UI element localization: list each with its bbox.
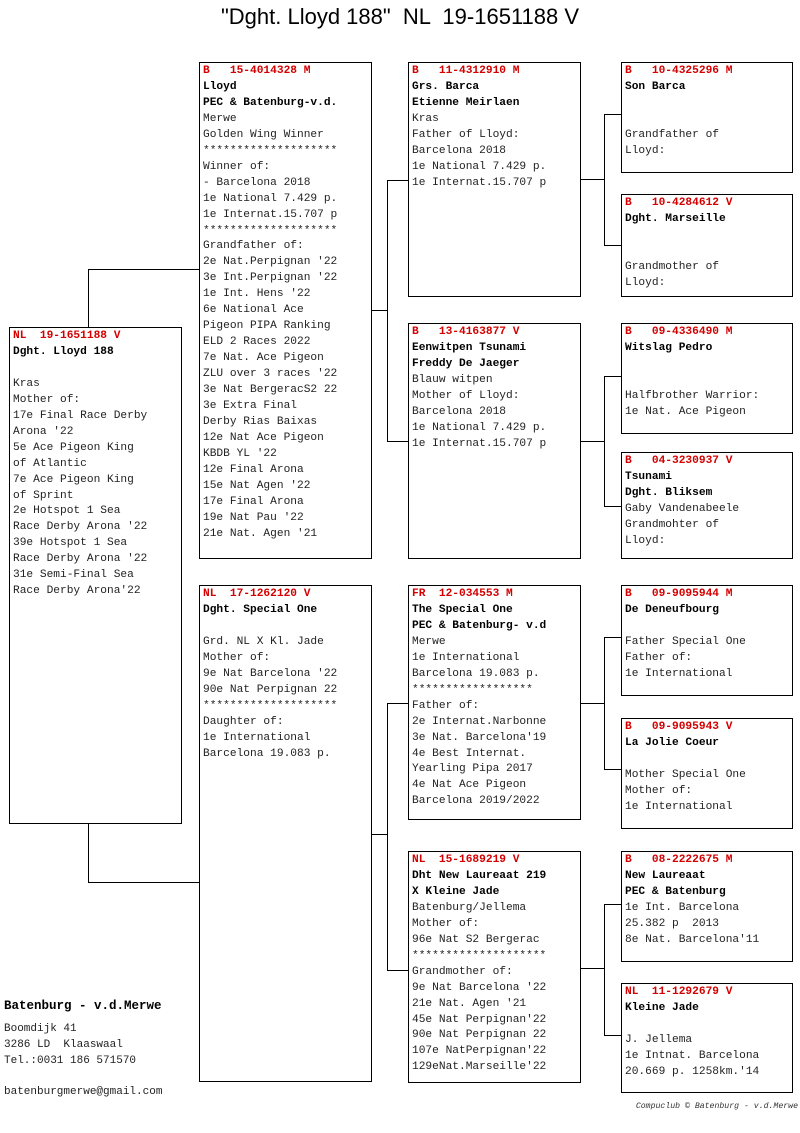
- info-line: Father of Lloyd:: [412, 128, 520, 141]
- info-line: 15e Nat Agen '22: [203, 479, 311, 492]
- info-line: of Atlantic: [13, 457, 87, 470]
- pigeon-name-line: Eenwitpen Tsunami: [412, 341, 527, 354]
- info-line: ********************: [203, 699, 338, 712]
- blank-line: [625, 96, 789, 112]
- connector-line: [604, 114, 621, 115]
- info-line: ********************: [203, 144, 338, 157]
- blank-line: [625, 228, 789, 244]
- info-line: Batenburg/Jellema: [412, 901, 527, 914]
- page-title: "Dght. Lloyd 188" NL 19-1651188 V: [220, 4, 580, 29]
- info-line: Grandmother of:: [412, 965, 513, 978]
- info-line: Golden Wing Winner: [203, 128, 324, 141]
- connector-line: [604, 904, 621, 905]
- info-line: Grd. NL X Kl. Jade: [203, 635, 324, 648]
- info-line: KBDB YL '22: [203, 447, 277, 460]
- info-line: 1e Int. Hens '22: [203, 288, 311, 301]
- ring-number: NL 17-1262120 V: [203, 588, 311, 600]
- info-line: 1e Internat.15.707 p: [412, 176, 547, 189]
- connector-line: [88, 269, 89, 327]
- info-line: 17e Final Race Derby: [13, 409, 148, 422]
- info-line: Grandmother of: [625, 260, 719, 273]
- connector-line: [580, 703, 604, 704]
- info-line: 4e Nat Ace Pigeon: [412, 779, 527, 792]
- dam-card[interactable]: [199, 585, 372, 1082]
- info-line: 1e National 7.429 p.: [203, 192, 338, 205]
- ring-number: NL 11-1292679 V: [625, 986, 733, 998]
- info-line: 1e International: [203, 731, 311, 744]
- info-line: 39e Hotspot 1 Sea: [13, 537, 128, 550]
- info-line: of Sprint: [13, 489, 74, 502]
- blank-line: [625, 1017, 789, 1033]
- dam-sire-card[interactable]: [408, 585, 581, 820]
- ssd-card[interactable]: [621, 194, 793, 297]
- info-line: 1e Internat.15.707 p: [203, 208, 338, 221]
- info-line: Father of:: [625, 651, 693, 664]
- pigeon-name-line: Witslag Pedro: [625, 341, 713, 354]
- info-line: 1e Intnat. Barcelona: [625, 1049, 760, 1062]
- info-line: 90e Nat Perpignan 22: [203, 683, 338, 696]
- info-line: 129eNat.Marseille'22: [412, 1061, 547, 1074]
- info-line: 12e Final Arona: [203, 463, 304, 476]
- info-line: Mother of Lloyd:: [412, 389, 520, 402]
- pigeon-name-line: Kleine Jade: [625, 1001, 699, 1014]
- info-line: ******************: [412, 683, 533, 696]
- info-line: 3e Int.Perpignan '22: [203, 272, 338, 285]
- connector-line: [580, 441, 604, 442]
- subject-card[interactable]: [9, 327, 182, 824]
- info-line: Father of:: [412, 699, 480, 712]
- info-line: 5e Ace Pigeon King: [13, 441, 134, 454]
- info-line: Yearling Pipa 2017: [412, 763, 533, 776]
- info-line: Daughter of:: [203, 715, 284, 728]
- ring-number: B 10-4284612 V: [625, 197, 733, 209]
- info-line: 12e Nat Ace Pigeon: [203, 431, 324, 444]
- info-line: Merwe: [203, 112, 237, 125]
- dss-card[interactable]: [621, 585, 793, 696]
- info-line: 1e Internat.15.707 p: [412, 437, 547, 450]
- info-line: 4e Best Internat.: [412, 747, 527, 760]
- blank-line: [625, 357, 789, 373]
- pigeon-name-line: De Deneufbourg: [625, 603, 719, 616]
- info-line: J. Jellema: [625, 1033, 693, 1046]
- info-line: Mother Special One: [625, 768, 746, 781]
- pigeon-name-line: Dht New Laureaat 219: [412, 869, 547, 882]
- info-line: Grandfather of:: [203, 240, 304, 253]
- info-line: ********************: [203, 224, 338, 237]
- pigeon-name-line: Etienne Meirlaen: [412, 96, 520, 109]
- connector-line: [580, 968, 604, 969]
- info-line: 90e Nat Perpignan 22: [412, 1029, 547, 1042]
- info-line: Father Special One: [625, 635, 746, 648]
- info-line: Barcelona 19.083 p.: [203, 747, 331, 760]
- blank-line: [625, 752, 789, 768]
- info-line: 45e Nat Perpignan'22: [412, 1013, 547, 1026]
- info-line: 1e International: [412, 651, 520, 664]
- connector-line: [88, 882, 199, 883]
- sire-dam-card[interactable]: [408, 323, 581, 559]
- info-line: 96e Nat S2 Bergerac: [412, 933, 540, 946]
- info-line: 9e Nat Barcelona '22: [203, 667, 338, 680]
- info-line: Grandmohter of: [625, 518, 719, 531]
- pigeon-name-line: Grs. Barca: [412, 80, 480, 93]
- connector-line: [604, 376, 621, 377]
- info-line: 17e Final Arona: [203, 495, 304, 508]
- connector-line: [604, 769, 621, 770]
- pigeon-name-line: PEC & Batenburg: [625, 885, 726, 898]
- pigeon-name-line: Dght. Bliksem: [625, 486, 713, 499]
- pigeon-name-line: Son Barca: [625, 80, 686, 93]
- pigeon-name-line: Freddy De Jaeger: [412, 357, 520, 370]
- ring-number: B 15-4014328 M: [203, 65, 311, 77]
- ring-number: B 04-3230937 V: [625, 455, 733, 467]
- sds-card[interactable]: [621, 323, 793, 434]
- info-line: Lloyd:: [625, 276, 666, 289]
- connector-line: [604, 1035, 621, 1036]
- info-line: Mother of:: [203, 651, 271, 664]
- pigeon-name-line: Dght. Marseille: [625, 212, 726, 225]
- info-line: Barcelona 2019/2022: [412, 795, 540, 808]
- info-line: Barcelona 19.083 p.: [412, 667, 540, 680]
- dam-dam-card[interactable]: [408, 851, 581, 1083]
- pigeon-name-line: Dght. Lloyd 188: [13, 345, 114, 358]
- info-line: 6e National Ace: [203, 304, 304, 317]
- connector-line: [387, 703, 408, 704]
- software-credit: Compuclub © Batenburg - v.d.Merwe: [635, 1102, 798, 1111]
- info-line: Arona '22: [13, 425, 74, 438]
- blank-line: [625, 373, 789, 389]
- info-line: Kras: [13, 377, 40, 390]
- sdd-card[interactable]: [621, 452, 793, 559]
- sss-card[interactable]: [621, 62, 793, 173]
- ring-number: B 09-4336490 M: [625, 326, 733, 338]
- info-line: 25.382 p 2013: [625, 917, 719, 930]
- info-line: 21e Nat. Agen '21: [203, 527, 318, 540]
- info-line: Race Derby Arona'22: [13, 585, 141, 598]
- info-line: Mother of:: [625, 784, 693, 797]
- dsd-card[interactable]: [621, 718, 793, 829]
- connector-line: [604, 506, 621, 507]
- connector-line: [604, 245, 621, 246]
- blank-line: [13, 361, 178, 377]
- info-line: 21e Nat. Agen '21: [412, 997, 527, 1010]
- blank-line: [625, 244, 789, 260]
- info-line: Kras: [412, 112, 439, 125]
- info-line: Barcelona 2018: [412, 405, 506, 418]
- pigeon-name-line: Lloyd: [203, 80, 237, 93]
- ring-number: B 09-9095943 V: [625, 721, 733, 733]
- owner-name: Batenburg - v.d.Merwe: [4, 999, 162, 1013]
- connector-line: [88, 823, 89, 882]
- info-line: 7e Ace Pigeon King: [13, 473, 134, 486]
- info-line: Halfbrother Warrior:: [625, 389, 760, 402]
- connector-line: [387, 441, 408, 442]
- pigeon-name-line: The Special One: [412, 603, 513, 616]
- ring-number: B 09-9095944 M: [625, 588, 733, 600]
- ring-number: B 11-4312910 M: [412, 65, 520, 77]
- info-line: Mother of:: [13, 393, 81, 406]
- info-line: 1e Int. Barcelona: [625, 901, 740, 914]
- info-line: Race Derby Arona '22: [13, 521, 148, 534]
- connector-line: [604, 376, 605, 506]
- info-line: 7e Nat. Ace Pigeon: [203, 352, 324, 365]
- owner-address-line: 3286 LD Klaaswaal: [4, 1039, 123, 1051]
- info-line: Gaby Vandenabeele: [625, 502, 740, 515]
- blank-line: [625, 619, 789, 635]
- info-line: Barcelona 2018: [412, 144, 506, 157]
- connector-line: [371, 834, 387, 835]
- connector-line: [387, 703, 388, 970]
- sire-card[interactable]: [199, 62, 372, 559]
- dds-card[interactable]: [621, 851, 793, 962]
- info-line: Derby Rias Baixas: [203, 415, 318, 428]
- pigeon-name-line: La Jolie Coeur: [625, 736, 719, 749]
- ring-number: B 13-4163877 V: [412, 326, 520, 338]
- blank-line: [625, 112, 789, 128]
- info-line: ********************: [412, 949, 547, 962]
- pigeon-name-line: PEC & Batenburg-v.d.: [203, 96, 338, 109]
- info-line: 3e Nat BergeracS2 22: [203, 384, 338, 397]
- connector-line: [604, 114, 605, 245]
- ring-number: B 10-4325296 M: [625, 65, 733, 77]
- info-line: Blauw witpen: [412, 373, 493, 386]
- connector-line: [604, 637, 605, 769]
- info-line: Pigeon PIPA Ranking: [203, 320, 331, 333]
- info-line: Lloyd:: [625, 534, 666, 547]
- info-line: 2e Hotspot 1 Sea: [13, 505, 121, 518]
- info-line: 1e National 7.429 p.: [412, 421, 547, 434]
- info-line: Lloyd:: [625, 144, 666, 157]
- info-line: 9e Nat Barcelona '22: [412, 981, 547, 994]
- connector-line: [387, 180, 388, 441]
- info-line: 2e Internat.Narbonne: [412, 715, 547, 728]
- connector-line: [88, 269, 199, 270]
- info-line: 3e Nat. Barcelona'19: [412, 731, 547, 744]
- info-line: 19e Nat Pau '22: [203, 511, 304, 524]
- connector-line: [604, 637, 621, 638]
- ring-number: B 08-2222675 M: [625, 854, 733, 866]
- pigeon-name-line: Tsunami: [625, 470, 672, 483]
- ring-number: FR 12-034553 M: [412, 588, 513, 600]
- sire-sire-card[interactable]: [408, 62, 581, 297]
- blank-line: [203, 619, 368, 635]
- info-line: Mother of:: [412, 917, 480, 930]
- pigeon-name-line: Dght. Special One: [203, 603, 318, 616]
- info-line: Merwe: [412, 635, 446, 648]
- connector-line: [387, 180, 408, 181]
- pigeon-name-line: PEC & Batenburg- v.d: [412, 619, 547, 632]
- pigeon-name-line: X Kleine Jade: [412, 885, 500, 898]
- owner-address-line: Tel.:0031 186 571570: [4, 1055, 137, 1067]
- info-line: 8e Nat. Barcelona'11: [625, 933, 760, 946]
- info-line: 1e International: [625, 667, 733, 680]
- info-line: Winner of:: [203, 160, 271, 173]
- info-line: 1e International: [625, 800, 733, 813]
- ring-number: NL 19-1651188 V: [13, 330, 121, 342]
- info-line: 1e Nat. Ace Pigeon: [625, 405, 746, 418]
- pigeon-name-line: New Laureaat: [625, 869, 706, 882]
- info-line: ZLU over 3 races '22: [203, 368, 338, 381]
- info-line: 2e Nat.Perpignan '22: [203, 256, 338, 269]
- info-line: 31e Semi-Final Sea: [13, 569, 134, 582]
- info-line: 1e National 7.429 p.: [412, 160, 547, 173]
- connector-line: [371, 310, 387, 311]
- info-line: Grandfather of: [625, 128, 719, 141]
- info-line: 20.669 p. 1258km.'14: [625, 1065, 760, 1078]
- owner-email-link[interactable]: batenburgmerwe@gmail.com: [4, 1086, 163, 1098]
- info-line: - Barcelona 2018: [203, 176, 311, 189]
- connector-line: [580, 179, 604, 180]
- info-line: 107e NatPerpignan'22: [412, 1045, 547, 1058]
- connector-line: [387, 970, 408, 971]
- info-line: Race Derby Arona '22: [13, 553, 148, 566]
- ring-number: NL 15-1689219 V: [412, 854, 520, 866]
- info-line: 3e Extra Final: [203, 400, 297, 413]
- connector-line: [604, 904, 605, 1035]
- ddd-card[interactable]: [621, 983, 793, 1093]
- info-line: ELD 2 Races 2022: [203, 336, 311, 349]
- owner-address-line: Boomdijk 41: [4, 1023, 77, 1035]
